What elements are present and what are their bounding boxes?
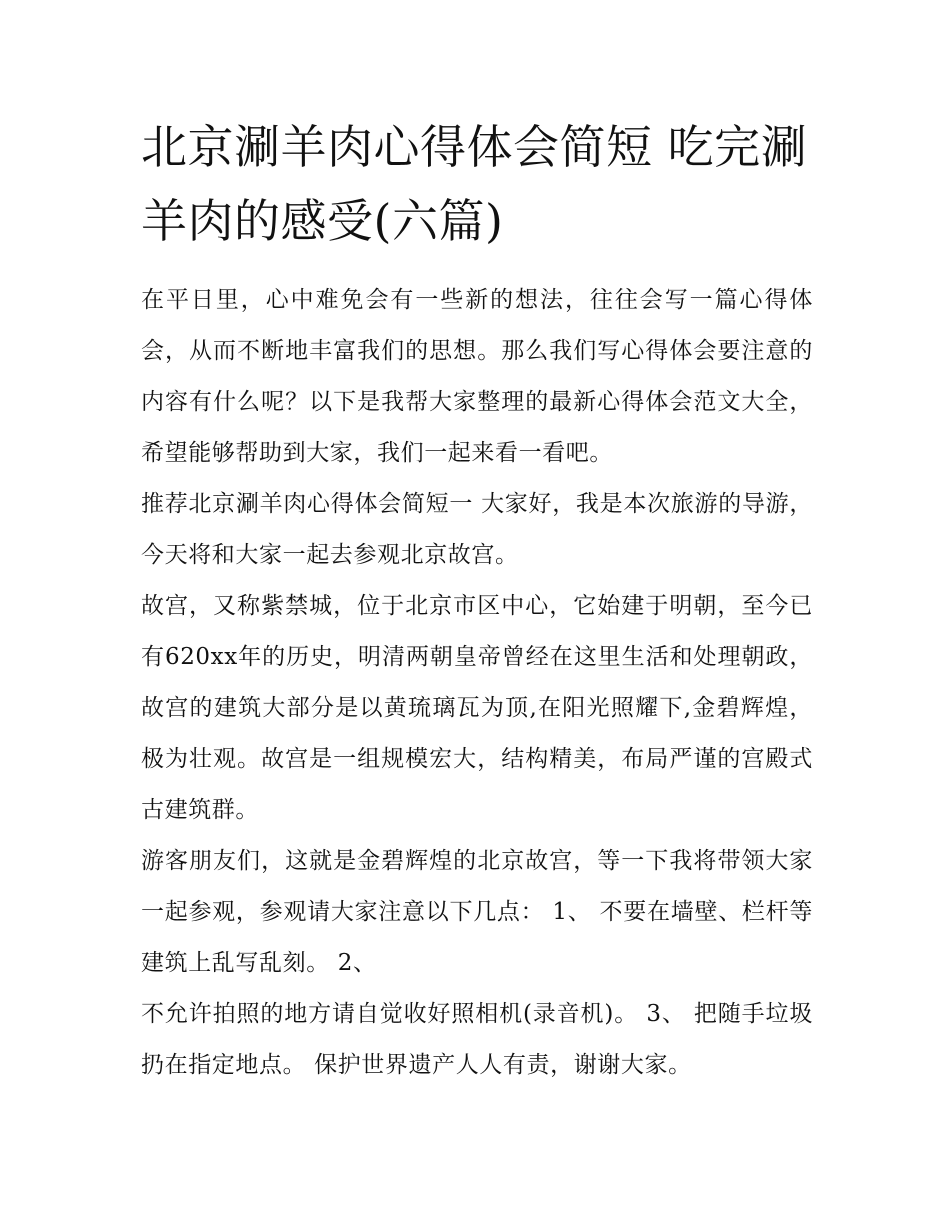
paragraph-visitor-rules: 不允许拍照的地方请自觉收好照相机(录音机)。 3、 把随手垃圾扔在指定地点。 保护世界遗产人人有责，谢谢大家。 xyxy=(141,1001,813,1078)
paragraph-visitor-notes: 游客朋友们，这就是金碧辉煌的北京故宫，等一下我将带领大家一起参观，参观请大家注意以下几点： 1、 不要在墙壁、栏杆等建筑上乱写乱刻。 2、 xyxy=(141,848,813,976)
paragraph-greeting: 推荐北京涮羊肉心得体会简短一 大家好，我是本次旅游的导游，今天将和大家一起去参观北京故宫。 xyxy=(141,491,813,568)
paragraph-palace-history: 故宫，又称紫禁城，位于北京市区中心，它始建于明朝，至今已有620xx年的历史，明清两朝皇帝曾经在这里生活和处理朝政，故宫的建筑大部分是以黄琉璃瓦为顶,在阳光照耀下,金碧辉煌，极为壮观。故宫是一组规模宏大，结构精美，布局严谨的宫殿式古建筑群。 xyxy=(141,593,813,823)
document-body xyxy=(141,275,813,1091)
paragraph-intro: 在平日里，心中难免会有一些新的想法，往往会写一篇心得体会，从而不断地丰富我们的思想。那么我们写心得体会要注意的内容有什么呢？以下是我帮大家整理的最新心得体会范文大全，希望能够帮助到大家，我们一起来看一看吧。 xyxy=(141,287,813,466)
document-title: 北京涮羊肉心得体会简短 吃完涮羊肉的感受(六篇) xyxy=(141,120,808,248)
